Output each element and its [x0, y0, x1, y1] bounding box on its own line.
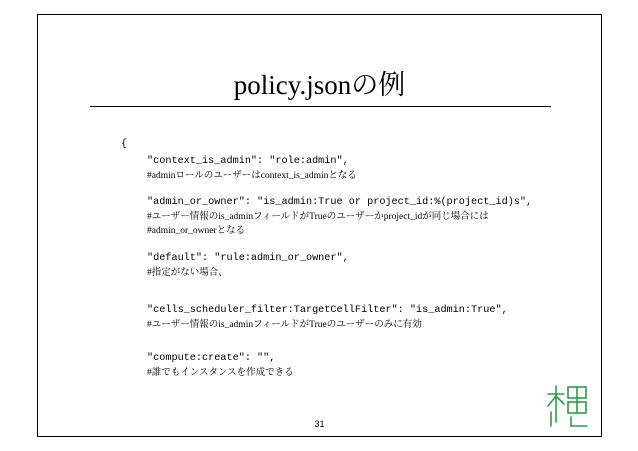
policy-rule: "admin_or_owner": "is_admin:True or project_id:%(project_id)s",: [147, 197, 533, 208]
policy-entry: [147, 304, 508, 332]
policy-rule: "context_is_admin": "role:admin",: [147, 156, 349, 167]
policy-comment: #誰でもインスタンスを作成できる: [147, 368, 294, 378]
policy-comment: #指定がない場合、: [147, 268, 228, 278]
open-brace: {: [121, 139, 128, 150]
title-divider: [90, 106, 551, 107]
policy-rule: "default": "rule:admin_or_owner",: [147, 253, 349, 264]
policy-comment-continued: #admin_or_ownerとなる: [147, 226, 246, 236]
policy-entry: [147, 252, 349, 280]
policy-comment: #ユーザー情報のis_adminフィールドがTrueのユーザーかproject_idが同じ場合には: [147, 212, 489, 222]
policy-comment: #ユーザー情報のis_adminフィールドがTrueのユーザーのみに有効: [147, 320, 422, 330]
page-number: 31: [314, 419, 325, 429]
policy-comment: #adminロールのユーザーはcontext_is_adminとなる: [147, 171, 357, 181]
policy-entry: [147, 352, 294, 380]
policy-entry: [147, 155, 357, 183]
policy-rule: "compute:create": "",: [147, 353, 276, 364]
slide: [37, 14, 602, 437]
policy-entry: [147, 196, 532, 238]
slide-title: policy.jsonの例: [233, 70, 406, 100]
company-logo-icon: [545, 382, 593, 434]
policy-rule: "cells_scheduler_filter:TargetCellFilter": "is_admin:True",: [147, 305, 508, 316]
